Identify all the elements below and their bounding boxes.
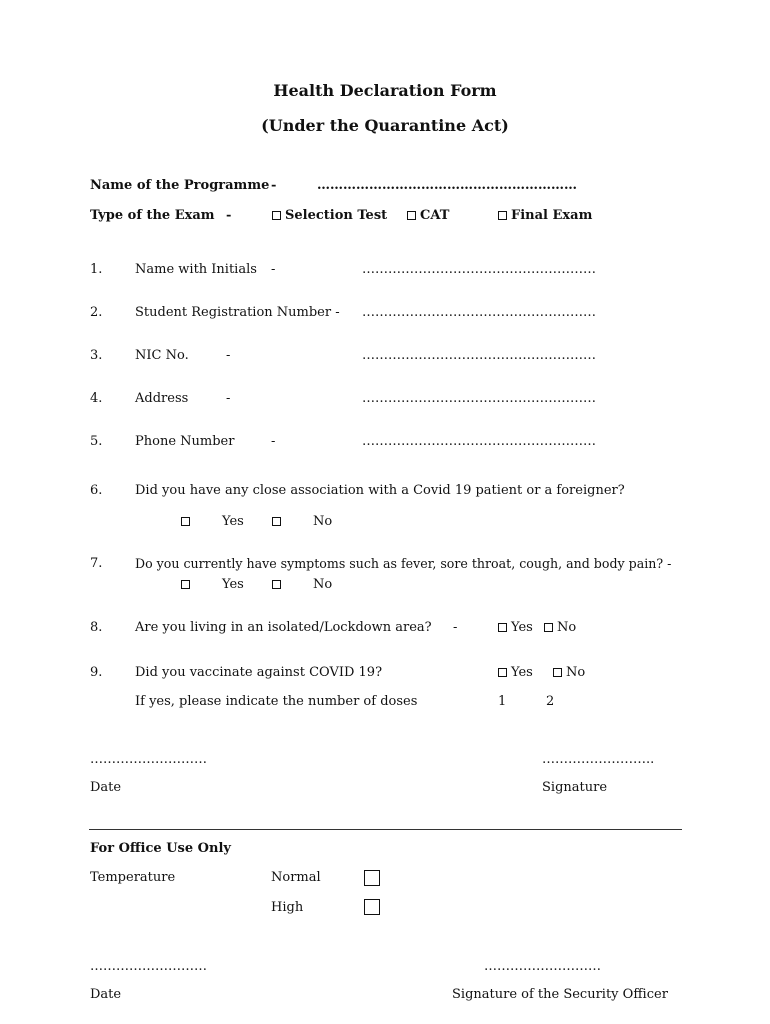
q7-yes-option[interactable]: Yes (181, 577, 244, 592)
normal-label: Normal (271, 870, 321, 885)
checkbox-icon[interactable] (553, 668, 562, 677)
office-date-field[interactable]: ……………………… (90, 959, 207, 974)
q2-number: 2. (90, 305, 103, 320)
office-heading: For Office Use Only (90, 841, 231, 856)
q4-number: 4. (90, 391, 103, 406)
q6-number: 6. (90, 483, 103, 498)
q4-dash: - (226, 391, 231, 406)
exam-option-cat[interactable]: CAT (407, 208, 449, 223)
q3-field[interactable]: ……………………………………………… (362, 348, 596, 363)
signature-field[interactable]: …………………….. (542, 752, 655, 767)
q1-number: 1. (90, 262, 103, 277)
form-title: Health Declaration Form (273, 81, 497, 100)
exam-label: Type of the Exam (90, 208, 215, 223)
q8-number: 8. (90, 620, 103, 635)
checkbox-icon[interactable] (407, 211, 416, 220)
checkbox-icon[interactable] (498, 623, 507, 632)
q5-dash: - (271, 434, 276, 449)
office-divider (89, 829, 682, 830)
checkbox-icon[interactable] (181, 580, 190, 589)
normal-checkbox[interactable] (364, 870, 380, 886)
exam-option-final-exam[interactable]: Final Exam (498, 208, 592, 223)
q8-label: Are you living in an isolated/Lockdown area? (135, 620, 432, 635)
q6-no-option[interactable]: No (272, 514, 332, 529)
checkbox-icon[interactable] (272, 517, 281, 526)
q9-doses-label: If yes, please indicate the number of doses (135, 694, 418, 709)
checkbox-icon[interactable] (272, 211, 281, 220)
q7-number: 7. (90, 556, 103, 571)
q5-label: Phone Number (135, 434, 235, 449)
q4-field[interactable]: ……………………………………………… (362, 391, 596, 406)
date-label: Date (90, 780, 122, 795)
q7-label: Do you currently have symptoms such as fever, sore throat, cough, and body pain? - (135, 556, 672, 571)
checkbox-icon[interactable] (498, 668, 507, 677)
q8-dash: - (453, 620, 458, 635)
programme-label: Name of the Programme (90, 178, 270, 193)
checkbox-icon[interactable] (498, 211, 507, 220)
q4-label: Address (135, 391, 189, 406)
q9-number: 9. (90, 665, 103, 680)
q7-no-option[interactable]: No (272, 577, 332, 592)
q1-field[interactable]: ……………………………………………… (362, 262, 596, 277)
officer-signature-label: Signature of the Security Officer (452, 987, 668, 1002)
q3-label: NIC No. (135, 348, 189, 363)
q6-yes-option[interactable]: Yes (181, 514, 244, 529)
q8-yes-option[interactable]: Yes (498, 620, 533, 635)
q5-field[interactable]: ……………………………………………… (362, 434, 596, 449)
q9-no-option[interactable]: No (553, 665, 585, 680)
q2-field[interactable]: ……………………………………………… (362, 305, 596, 320)
q8-no-option[interactable]: No (544, 620, 576, 635)
q5-number: 5. (90, 434, 103, 449)
officer-signature-field[interactable]: ……………………… (484, 959, 601, 974)
q6-label: Did you have any close association with a Covid 19 patient or a foreigner? (135, 483, 625, 498)
high-checkbox[interactable] (364, 899, 380, 915)
date-field[interactable]: ……………………… (90, 752, 207, 767)
programme-dash: - (271, 178, 277, 193)
checkbox-icon[interactable] (272, 580, 281, 589)
checkbox-icon[interactable] (181, 517, 190, 526)
exam-option-selection-test[interactable]: Selection Test (272, 208, 387, 223)
signature-label: Signature (542, 780, 608, 795)
q9-label: Did you vaccinate against COVID 19? (135, 665, 383, 680)
temperature-label: Temperature (90, 870, 176, 885)
office-date-label: Date (90, 987, 122, 1002)
q1-label: Name with Initials (135, 262, 257, 277)
checkbox-icon[interactable] (544, 623, 553, 632)
q2-label: Student Registration Number - (135, 305, 340, 320)
form-subtitle: (Under the Quarantine Act) (261, 116, 509, 135)
q3-number: 3. (90, 348, 103, 363)
q9-yes-option[interactable]: Yes (498, 665, 533, 680)
q9-dose-1[interactable]: 1 (498, 694, 507, 709)
exam-dash: - (226, 208, 232, 223)
q3-dash: - (226, 348, 231, 363)
q9-dose-2[interactable]: 2 (546, 694, 555, 709)
high-label: High (271, 900, 304, 915)
q1-dash: - (271, 262, 276, 277)
programme-field[interactable]: …………………………………………………… (317, 178, 577, 193)
